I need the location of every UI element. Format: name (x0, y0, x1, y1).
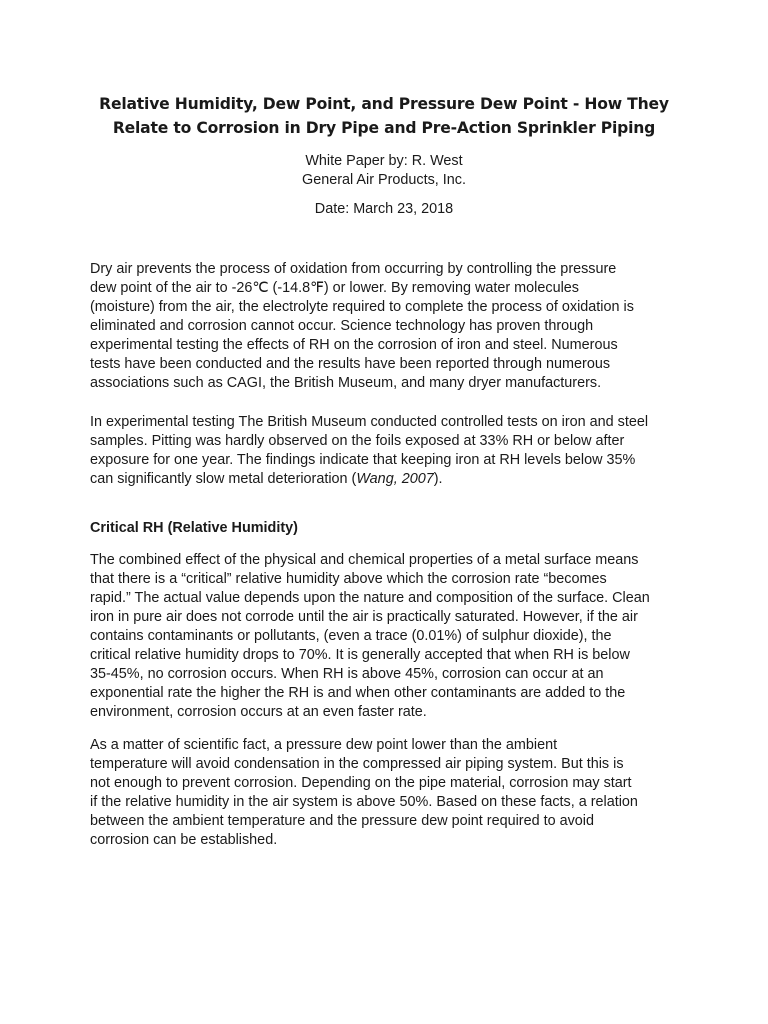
paragraph-line: As a matter of scientific fact, a pressure dew point lower than the ambient (90, 737, 558, 753)
citation-prefix: can significantly slow metal deterioration ( (90, 471, 357, 487)
paragraph-line-with-citation (90, 470, 690, 489)
paragraph-line: contains contaminants or pollutants, (even a trace (0.01%) of sulphur dioxide), the (90, 628, 612, 644)
author-line: White Paper by: R. West (305, 153, 463, 169)
document-title (60, 92, 708, 140)
paragraph-line: corrosion can be established. (90, 832, 278, 848)
title-line: Relate to Corrosion in Dry Pipe and Pre-Action Sprinkler Piping (112, 119, 656, 137)
paragraph-line: between the ambient temperature and the pressure dew point required to avoid (90, 813, 594, 829)
paragraph-line: Dry air prevents the process of oxidation from occurring by controlling the pressure (90, 261, 617, 277)
paragraph-line: In experimental testing The British Museum conducted controlled tests on iron and steel (90, 414, 649, 430)
paragraph-line: samples. Pitting was hardly observed on the foils exposed at 33% RH or below after (90, 433, 625, 449)
paragraph-line: not enough to prevent corrosion. Depending on the pipe material, corrosion may start (90, 775, 632, 791)
paragraph-line: The combined effect of the physical and chemical properties of a metal surface means (90, 552, 639, 568)
company-line: General Air Products, Inc. (302, 172, 466, 188)
author-block (0, 152, 768, 190)
paragraph-critical-rh (90, 551, 690, 722)
paragraph-line: dew point of the air to -26℃ (-14.8℉) or lower. By removing water molecules (90, 280, 579, 296)
section-heading: Critical RH (Relative Humidity) (90, 520, 298, 536)
paragraph-line: exposure for one year. The findings indicate that keeping iron at RH levels below 35% (90, 452, 636, 468)
paragraph-line: experimental testing the effects of RH on the corrosion of iron and steel. Numerous (90, 337, 618, 353)
paragraph-line: if the relative humidity in the air system is above 50%. Based on these facts, a relation (90, 794, 638, 810)
title-line: Relative Humidity, Dew Point, and Pressure Dew Point - How They (99, 95, 669, 113)
paragraph-line: eliminated and corrosion cannot occur. Science technology has proven through (90, 318, 594, 334)
paragraph-intro (90, 260, 690, 393)
paragraph-line: associations such as CAGI, the British Museum, and many dryer manufacturers. (90, 375, 602, 391)
paragraph-line: rapid.” The actual value depends upon the nature and composition of the surface. Clean (90, 590, 650, 606)
date-line: Date: March 23, 2018 (314, 201, 454, 217)
paragraph-line: environment, corrosion occurs at an even faster rate. (90, 704, 427, 720)
paragraph-line: that there is a “critical” relative humidity above which the corrosion rate “becomes (90, 571, 607, 587)
paragraph-line: tests have been conducted and the results have been reported through numerous (90, 356, 611, 372)
paragraph-british-museum (90, 413, 690, 489)
paragraph-line: temperature will avoid condensation in the compressed air piping system. But this is (90, 756, 624, 772)
paragraph-line: 35-45%, no corrosion occurs. When RH is above 45%, corrosion can occur at an (90, 666, 604, 682)
paragraph-pressure-dew-point (90, 736, 690, 850)
paragraph-line: exponential rate the higher the RH is and when other contaminants are added to the (90, 685, 626, 701)
citation: Wang, 2007 (356, 471, 434, 487)
paragraph-line: iron in pure air does not corrode until the air is practically saturated. However, if the air (90, 609, 638, 625)
paragraph-line: critical relative humidity drops to 70%. It is generally accepted that when RH is below (90, 647, 630, 663)
citation-suffix: ). (433, 471, 443, 487)
paragraph-line: (moisture) from the air, the electrolyte required to complete the process of oxidation is (90, 299, 634, 315)
